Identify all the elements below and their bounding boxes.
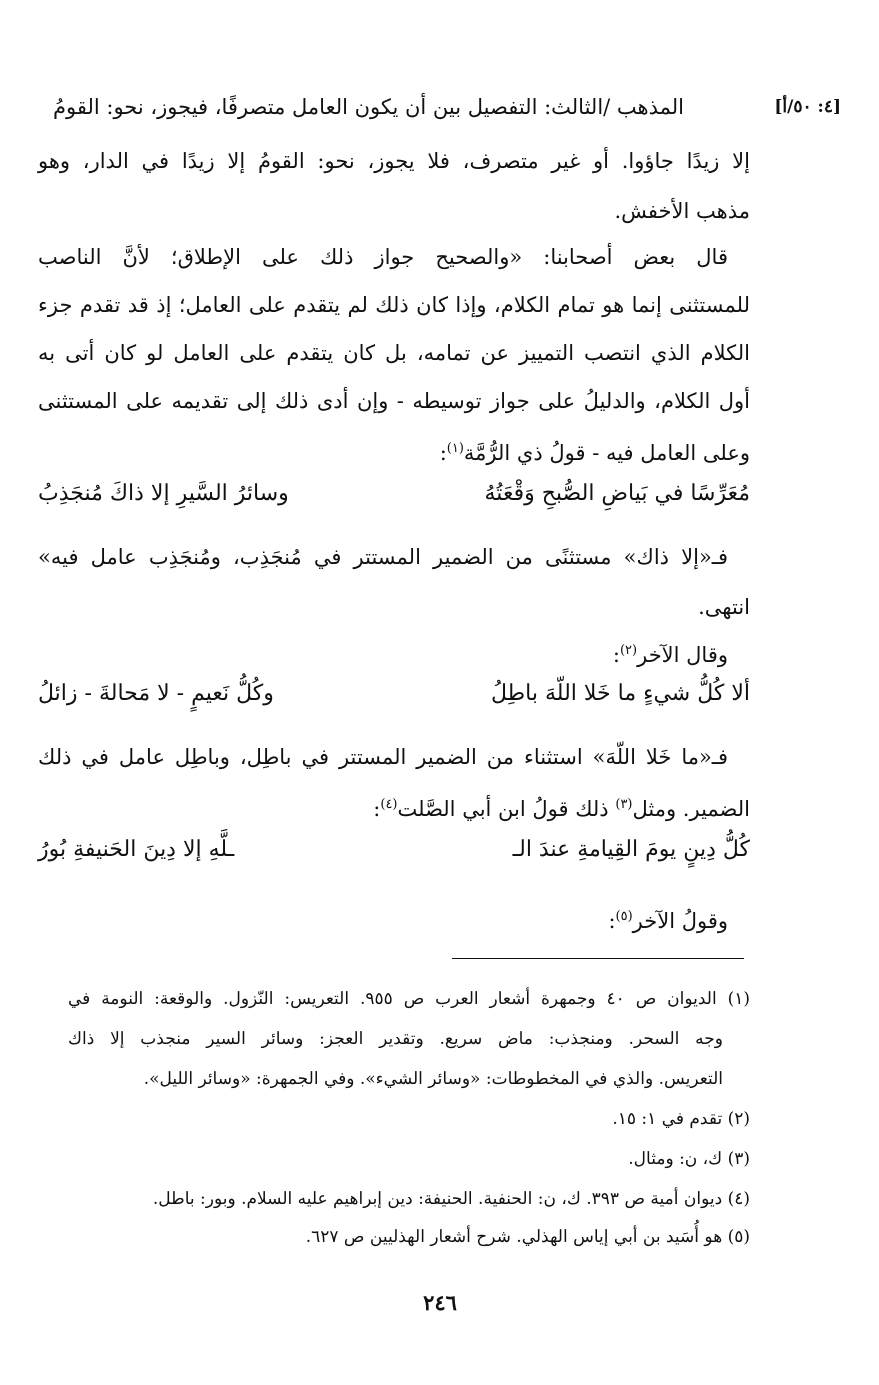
footnote-5: (٥) هو أُسَيد بن أبي إياس الهذلي. شرح أشعار الهذليين ص ٦٢٧. [305,1227,750,1247]
body-line: الضمير. ومثل$^{(٣)}$ ذلك قولُ ابن أبي الصَّلت$^{(٤)}$: [373,797,750,821]
body-text: وقولُ الآخر [632,909,728,933]
footnote-marker: (٢) [619,643,638,658]
body-line: المذهب /الثالث: التفصيل بين أن يكون العامل متصرفًا، فيجوز، نحو: القومُ [52,95,684,119]
footnote-1-line: (١) الديوان ص ٤٠ وجمهرة أشعار العرب ص ٩٥٥. التعريس: النّزول. والوقعة: النومة في [68,989,750,1009]
footnote-marker: (٤) [380,797,398,812]
body-line: إلا زيدًا جاؤوا. أو غير متصرف، فلا يجوز، نحو: القومُ إلا زيدًا في الدار، وهو [38,149,750,173]
manuscript-reference: [٤: ٥٠/أ] [774,97,841,117]
body-line: قال بعض أصحابنا: «والصحيح جواز ذلك على الإطلاق؛ لأنَّ الناصب [38,245,728,269]
verse-hemistich-second: ـلَّهِ إلا دِينَ الحَنيفةِ بُورُ [38,837,235,862]
footnote-2: (٢) تقدم في ١: ١٥. [612,1109,750,1129]
verse-3 [38,832,750,868]
verse-1 [38,476,750,512]
body-text: الضمير. ومثل [632,797,750,821]
footnote-marker: (١) [446,441,464,456]
body-line: وقال الآخر$^{(٢)}$: [612,643,728,667]
body-line: للمستثنى إنما هو تمام الكلام، وإذا كان ذلك لم يتقدم على العامل؛ إذ قد تقدم جزء [38,293,750,317]
footnote-marker: (٥) [615,909,633,924]
body-line: أول الكلام، والدليلُ على جواز توسيطه - وإن أدى ذلك إلى تقديمه على المستثنى [38,389,751,413]
verse-2 [38,676,750,712]
verse-hemistich-second: وكُلُّ نَعيمٍ - لا مَحالةَ - زائلُ [38,681,274,706]
footnote-marker: (٣) [615,797,633,812]
body-line: انتهى. [698,595,750,619]
body-line: وقولُ الآخر$^{(٥)}$: [608,909,728,933]
footnote-3: (٣) ك، ن: ومثال. [628,1149,750,1169]
body-line: وعلى العامل فيه - قولُ ذي الرُّمَّة$^{(١)}$: [439,441,750,465]
footnote-divider [452,958,744,959]
footnote-1-line: التعريس. والذي في المخطوطات: «وسائر الشيء». وفي الجمهرة: «وسائر الليل». [143,1069,723,1089]
verse-hemistich-first: ألا كُلُّ شيءٍ ما خَلا اللّهَ باطِلُ [491,681,750,706]
body-line: فـ«إلا ذاك» مستثنًى من الضمير المستتر في مُنجَذِب، ومُنجَذِب عامل فيه» [38,545,728,569]
body-text: وقال الآخر [637,643,728,667]
verse-hemistich-first: كُلُّ دِينٍ يومَ القِيامةِ عندَ الـ [512,837,750,862]
body-text: وعلى العامل فيه - قولُ ذي الرُّمَّة [463,441,750,465]
body-line: فـ«ما خَلا اللّهَ» استثناء من الضمير المستتر في باطِل، وباطِل عامل في ذلك [38,745,728,769]
footnote-4: (٤) ديوان أمية ص ٣٩٣. ك، ن: الحنفية. الحنيفة: دين إبراهيم عليه السلام. وبور: باطل. [152,1189,750,1209]
verse-hemistich-second: وسائرُ السَّيرِ إلا ذاكَ مُنجَذِبُ [38,481,289,506]
footnote-1-line: وجه السحر. ومنجذب: ماض سريع. وتقدير العجز: وسائر السير منجذب إلا ذاك [68,1029,723,1049]
page-number: ٢٤٦ [423,1290,457,1315]
body-text: ذلك قولُ ابن أبي الصَّلت [397,797,609,821]
body-line: الكلام الذي انتصب التمييز عن تمامه، بل كان يتقدم على العامل لو كان أتى به [38,341,750,365]
body-line: مذهب الأخفش. [614,199,750,223]
verse-hemistich-first: مُعَرِّسًا في بَياضِ الصُّبحِ وَقْعَتُهُ [484,481,750,506]
